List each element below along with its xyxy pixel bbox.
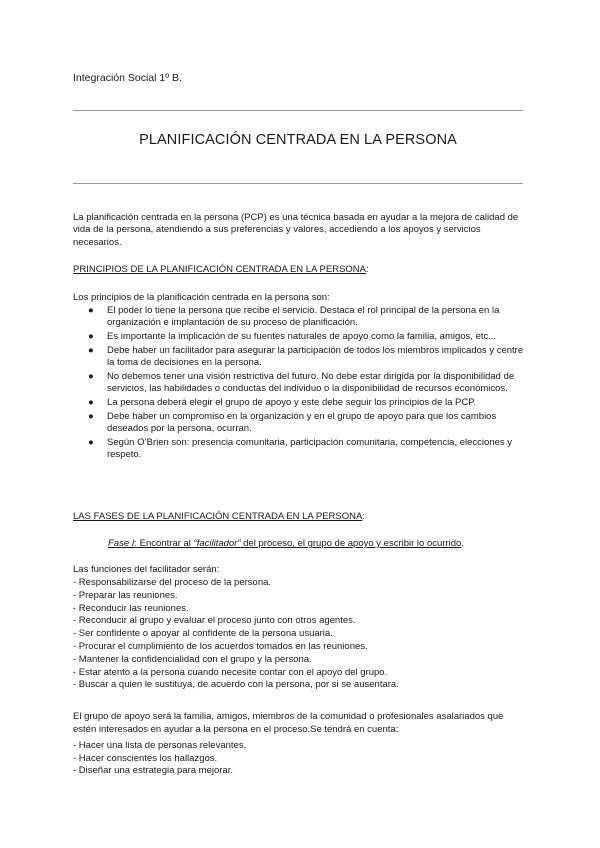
- phases-heading-text: LAS FASES DE LA PLANIFICACIÓN CENTRADA EN LA PERSONA: [73, 511, 363, 522]
- list-item: [73, 331, 525, 343]
- list-item-text: Es importante la implicación de su fuentes naturales de apoyo como la familia, amigos, etc...: [107, 331, 497, 343]
- phase-label: Fase I: [108, 538, 135, 549]
- principles-heading-text: PRINCIPIOS DE LA PLANIFICACIÓN CENTRADA EN LA PERSONA: [73, 264, 366, 275]
- phase-text-b: del proceso, el grupo de apoyo y escribir lo ocurrido: [240, 538, 462, 549]
- bottom-divider: [73, 183, 523, 184]
- list-item: [73, 397, 525, 409]
- bullet-icon: ●: [88, 410, 94, 422]
- support-list: [73, 740, 246, 778]
- list-item: - Hacer una lista de personas relevantes.: [73, 740, 247, 751]
- list-item-text: No debemos tener una visión restrictiva del futuro. No debe estar dirigida por la disponibilidad de servicios, las habilidades o conductas del individuo o la disponibilidad de recursos económicos.: [107, 370, 515, 395]
- principles-lead: Los principios de la planificación centrada en la persona son:: [73, 292, 330, 303]
- list-item: - Hacer conscientes los hallazgos.: [73, 752, 218, 764]
- phases-heading-colon: :: [362, 511, 365, 522]
- bullet-icon: ●: [88, 305, 94, 316]
- list-item: - Estar atento a la persona cuando necesite contar con el apoyo del grupo.: [73, 666, 388, 678]
- top-divider: [73, 110, 523, 111]
- support-group-paragraph: El grupo de apoyo será la familia, amigos, miembros de la comunidad o profesionales asalariados que estén interesados en ayudar a la persona en el proceso.Se tendrá en cuenta:: [73, 711, 504, 735]
- list-item: - Buscar a quien le sustituya, de acuerdo con la persona, por si se ausentara.: [73, 679, 399, 691]
- bullet-icon: ●: [88, 344, 94, 356]
- phase-text-a: Encontrar al: [137, 538, 194, 549]
- list-item-text: Debe haber un compromiso en la organización y en el grupo de apoyo para que los cambios deseados por la persona, ocurran.: [107, 410, 497, 435]
- list-item-text: Debe haber un facilitador para asegurar la participación de todos los miembros implicados y centre la toma de decisiones en la persona.: [107, 344, 524, 369]
- list-item: - Reconducir al grupo y evaluar el proceso junto con otros agentes.: [73, 615, 356, 627]
- list-item: - Ser confidente o apoyar al confidente de la persona usuaria.: [73, 628, 333, 640]
- principles-list: [73, 305, 525, 463]
- list-item-text: Según O’Brien son: presencia comunitaria, participación comunitaria, competencia, elecciones y respeto.: [107, 436, 513, 461]
- phase-end: .: [461, 538, 464, 549]
- functions-list: [73, 577, 399, 692]
- bullet-icon: ●: [88, 436, 94, 448]
- list-item: [73, 371, 525, 396]
- bullet-icon: ●: [88, 370, 94, 382]
- list-item: [73, 305, 525, 330]
- principles-heading-colon: :: [366, 264, 369, 275]
- intro-paragraph: La planificación centrada en la persona (PCP) es una técnica basada en ayudar a la mejora de calidad de vida de la persona, atendiendo a sus preferencias y valores, accediendo a los apoyos y servicios necesarios.: [73, 212, 519, 248]
- phase-one-line: [108, 538, 464, 550]
- phases-heading: [73, 511, 365, 523]
- phase-colon: :: [134, 538, 138, 549]
- bullet-icon: ●: [88, 331, 94, 343]
- list-item: - Procurar el cumplimiento de los acuerdos tomados en las reuniones.: [73, 640, 368, 652]
- course-header: Integración Social 1º B.: [73, 72, 182, 84]
- list-item: [73, 345, 525, 370]
- functions-lead: Las funciones del facilitador serán:: [73, 564, 220, 575]
- bullet-icon: ●: [88, 397, 94, 409]
- phase-facilitator: “facilitador”: [193, 538, 241, 549]
- list-item: - Responsabilizarse del proceso de la persona.: [73, 577, 272, 588]
- document-title: PLANIFICACIÓN CENTRADA EN LA PERSONA: [139, 132, 457, 148]
- list-item: - Reconducir las reuniones.: [73, 602, 189, 614]
- list-item: [73, 411, 525, 436]
- list-item: - Preparar las reuniones.: [73, 589, 178, 601]
- list-item: - Mantener la confidencialidad con el grupo y la persona.: [73, 653, 312, 665]
- list-item-text: La persona deberá elegir el grupo de apoyo y este debe seguir los principios de la PCP.: [107, 397, 476, 409]
- principles-heading: [73, 264, 369, 276]
- list-item-text: El poder lo tiene la persona que recibe el servicio. Destaca el rol principal de la persona en la organización e implantación de su proceso de planificación.: [107, 305, 500, 329]
- list-item: [73, 437, 525, 462]
- list-item: - Diseñar una estrategia para mejorar.: [73, 765, 233, 777]
